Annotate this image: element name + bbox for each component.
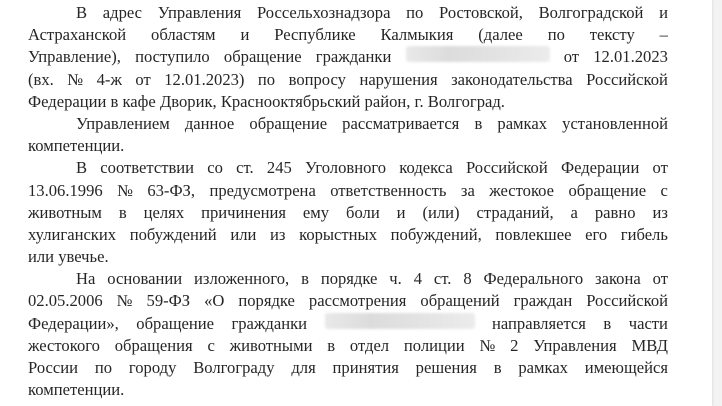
word: рамках — [518, 358, 568, 377]
word: вопросу — [288, 69, 346, 89]
word: с — [660, 180, 668, 200]
word: предусмотрена — [209, 180, 316, 200]
word: обращение — [568, 180, 647, 200]
word: 59-ФЗ — [146, 291, 191, 311]
word: части — [628, 313, 668, 333]
word: побуждений, — [390, 224, 482, 244]
paragraph-4-line-2 — [28, 290, 668, 312]
paragraph-2-line-2 — [28, 135, 668, 157]
word: № — [67, 69, 84, 89]
word: отдел — [349, 335, 390, 355]
word: Республике — [274, 25, 356, 45]
paragraph-3-line-1 — [28, 157, 668, 179]
word: из — [652, 202, 668, 222]
word: 2 — [510, 335, 519, 355]
word: боли — [346, 202, 380, 222]
word: по — [257, 69, 276, 89]
word: обращение — [249, 113, 328, 133]
word: МВД — [631, 335, 668, 355]
word: от — [652, 269, 668, 289]
word: ему — [302, 202, 330, 222]
word: и — [659, 3, 668, 22]
word: 63-ФЗ, — [147, 180, 196, 200]
paragraph-2-line-1 — [28, 113, 668, 135]
word: основании — [107, 269, 183, 289]
word: имеющейся — [584, 358, 668, 377]
word: от — [135, 69, 151, 89]
word: от — [652, 158, 668, 178]
line-text: компетенции. — [28, 380, 125, 400]
word: соответствии — [100, 158, 195, 178]
word: Российской — [586, 291, 668, 311]
word: Ростовской, — [439, 3, 523, 22]
word: установленной — [562, 113, 668, 133]
word: Россельхознадзора — [256, 3, 391, 22]
word: закона — [595, 269, 641, 289]
word: порядке — [238, 291, 295, 311]
paragraph-1-line-4 — [28, 69, 668, 91]
word: областям — [151, 25, 216, 45]
word: жестокое — [489, 180, 555, 200]
word: Управлением — [76, 113, 170, 133]
word: животными — [229, 335, 313, 355]
word: кодекса — [399, 158, 453, 178]
line-text: или увечье. — [28, 247, 109, 267]
paragraph-4-line-1 — [28, 268, 668, 290]
word: с — [207, 335, 215, 355]
word: ст. — [236, 158, 254, 178]
word: 4 — [413, 269, 422, 289]
word: направляется — [492, 313, 586, 333]
word: поступило — [135, 47, 210, 67]
word: 02.05.2006 — [28, 291, 103, 311]
word: рамках — [497, 113, 548, 133]
word: обращение — [223, 47, 302, 67]
word: В — [76, 3, 88, 22]
word: в — [493, 358, 502, 377]
word: 8 — [463, 269, 472, 289]
paragraph-1-line-2 — [28, 24, 668, 46]
word: России — [28, 358, 79, 377]
word: животным — [28, 202, 102, 222]
word: «О — [204, 291, 225, 311]
paragraph-4-line-6 — [28, 379, 668, 401]
word: обращений — [420, 291, 500, 311]
word: ч. — [389, 269, 402, 289]
paragraph-3-line-4 — [28, 224, 668, 246]
word: гибель — [620, 224, 668, 244]
paragraph-4-line-3 — [28, 313, 668, 335]
word: порядке — [320, 269, 378, 289]
word: Волгоградской — [538, 3, 644, 22]
word: для — [291, 358, 316, 377]
word: Калмыкия — [380, 25, 454, 45]
paragraph-3-line-5 — [28, 246, 668, 268]
paragraph-1-line-5 — [28, 91, 668, 113]
word: Российской — [465, 158, 548, 178]
word: городу — [128, 358, 177, 377]
word: жестокого — [28, 335, 100, 355]
word: а — [570, 202, 578, 222]
word: по — [547, 25, 565, 45]
word: На — [76, 269, 96, 289]
word: тексту — [589, 25, 635, 45]
word: за — [460, 180, 475, 200]
word: из — [270, 224, 286, 244]
word: гражданки — [231, 313, 308, 333]
word: со — [207, 158, 223, 178]
word: № — [117, 180, 133, 200]
word: № — [479, 335, 496, 355]
word: и — [240, 25, 250, 45]
word: ст. — [433, 269, 452, 289]
word: принятия — [332, 358, 399, 377]
word: повлекшее — [495, 224, 572, 244]
word: Федерации — [560, 158, 640, 178]
paragraph-1-line-1 — [28, 2, 668, 24]
word: 4-ж — [96, 69, 122, 89]
word: 13.06.1996 — [28, 180, 103, 200]
word: – — [659, 25, 668, 45]
word: Волгограду — [193, 358, 275, 377]
paragraph-4-line-5 — [28, 357, 668, 379]
word: законодательства — [451, 69, 573, 89]
word: корыстных — [299, 224, 377, 244]
redacted-name-1 — [406, 46, 550, 62]
word: обращения — [114, 335, 193, 355]
word: Уголовного — [305, 158, 387, 178]
paragraph-4-line-4 — [28, 335, 668, 357]
word: или — [230, 224, 257, 244]
word: побуждений — [129, 224, 217, 244]
word: Управления — [533, 335, 617, 355]
word: Федерации», — [28, 313, 119, 333]
word: целях — [143, 202, 185, 222]
document-text — [28, 2, 668, 401]
word: Управление), — [28, 47, 121, 67]
word: (или) — [422, 202, 460, 222]
word: 245 — [266, 158, 292, 178]
word: полиции — [403, 335, 465, 355]
word: (далее — [478, 25, 523, 45]
word: обращение — [136, 313, 214, 333]
word: от — [563, 47, 580, 67]
word: Федерального — [483, 269, 584, 289]
word: в — [474, 113, 483, 133]
word: 12.01.2023) — [164, 69, 245, 89]
word: (вх. — [28, 69, 54, 89]
word: Российской — [586, 69, 668, 89]
word: по — [406, 3, 424, 22]
word: страданий, — [476, 202, 554, 222]
word: данное — [184, 113, 235, 133]
line-text: Федерации в кафе Дворик, Краснооктябрьский район, г. Волгоград. — [28, 91, 505, 111]
word: в — [118, 202, 127, 222]
paragraph-1-line-3 — [28, 46, 668, 68]
word: рассмотрения — [308, 291, 407, 311]
word: ответственность — [330, 180, 447, 200]
word: В — [76, 158, 88, 178]
word: Астраханской — [28, 25, 127, 45]
paragraph-3-line-3 — [28, 202, 668, 224]
word: хулиганских — [28, 224, 117, 244]
word: гражданки — [315, 47, 392, 67]
word: и — [396, 202, 406, 222]
word: в — [603, 313, 612, 333]
redacted-name-2 — [325, 313, 475, 329]
word: решения — [415, 358, 477, 377]
paragraph-3-line-2 — [28, 180, 668, 202]
word: его — [585, 224, 608, 244]
word: в — [327, 335, 336, 355]
word: изложенного, — [194, 269, 290, 289]
word: адрес — [102, 3, 143, 22]
line-text: компетенции. — [28, 136, 125, 156]
word: 12.01.2023 — [593, 47, 668, 67]
word: граждан — [513, 291, 573, 311]
word: в — [301, 269, 309, 289]
word: нарушения — [359, 69, 438, 89]
word: № — [116, 291, 133, 311]
word: Управления — [157, 3, 242, 22]
word: по — [94, 358, 113, 377]
word: равно — [594, 202, 636, 222]
word: причинения — [201, 202, 286, 222]
word: рассматривается — [342, 113, 460, 133]
